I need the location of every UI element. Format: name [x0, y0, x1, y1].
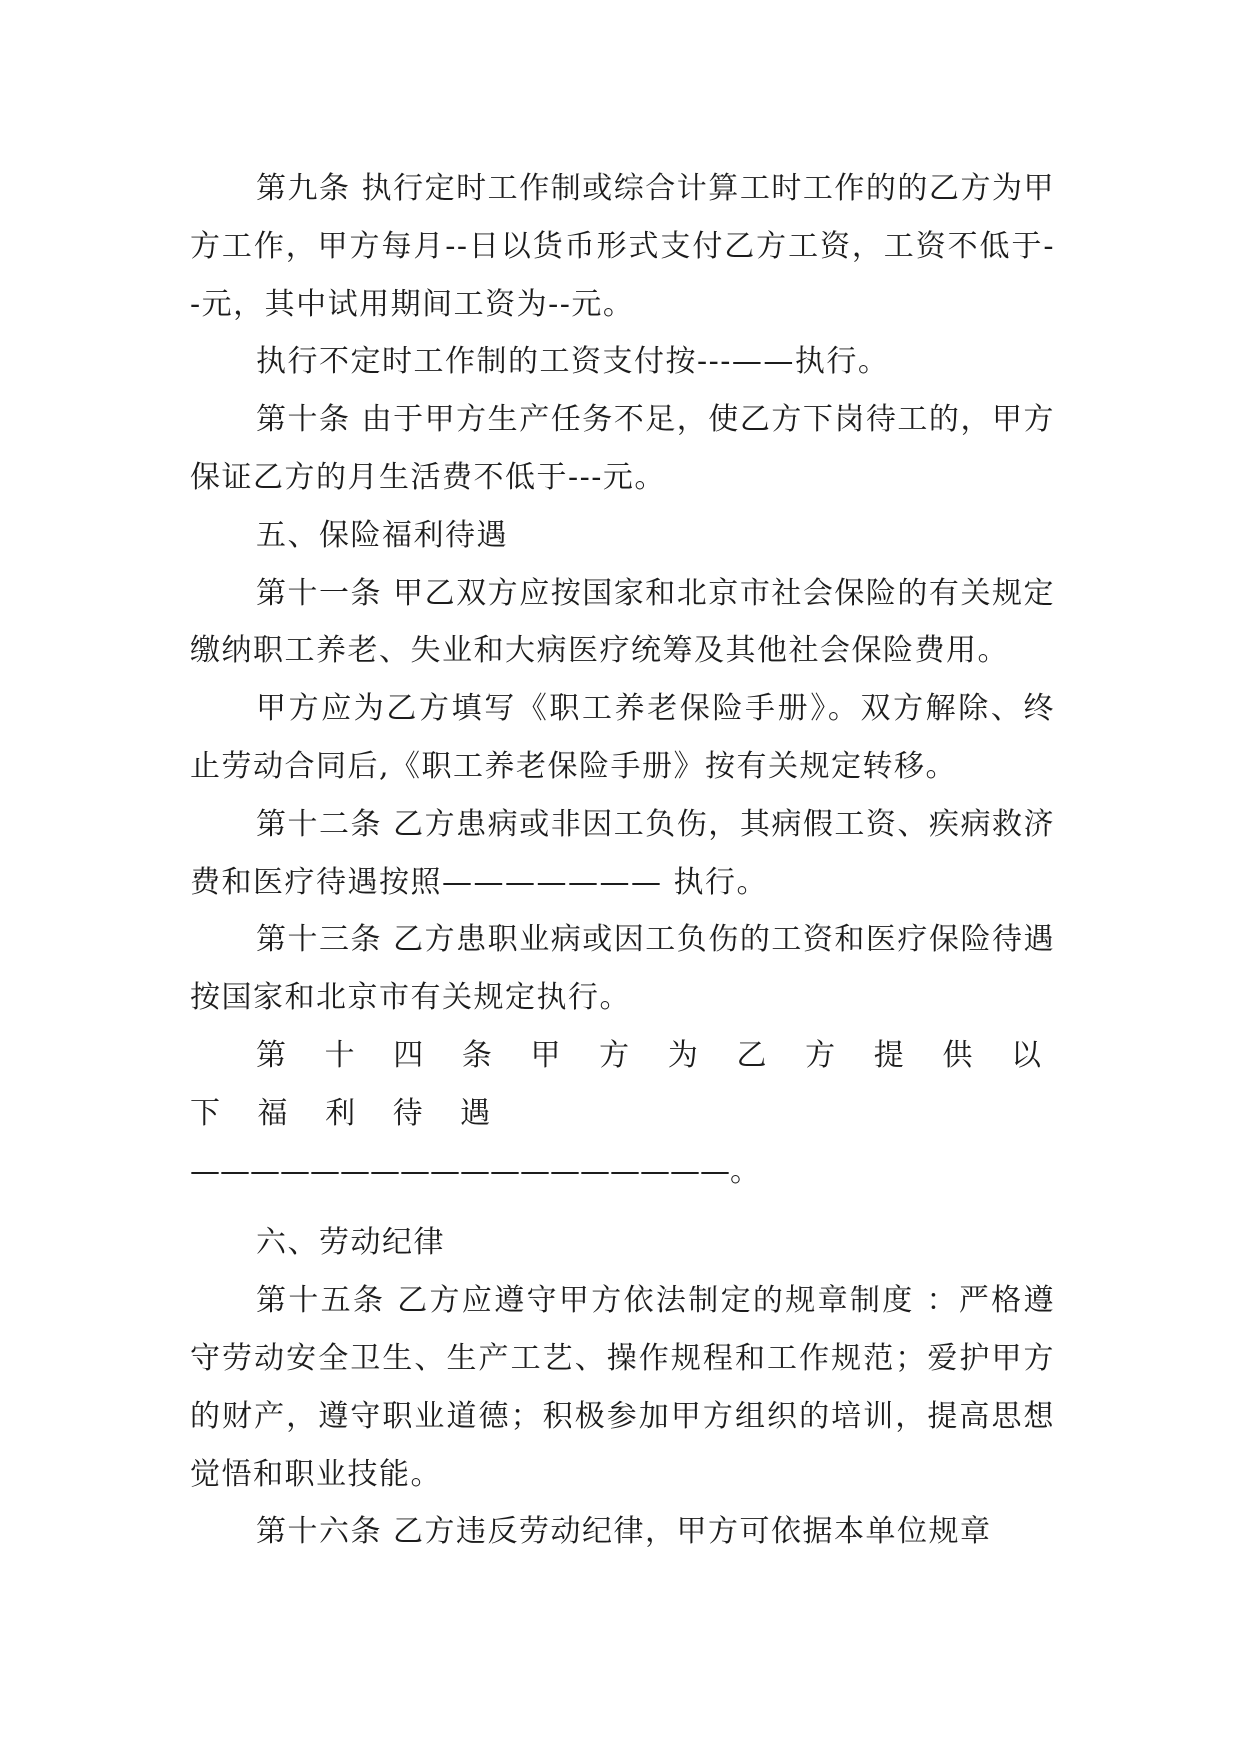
article-12-sick-leave: 第十二条 乙方患病或非因工负伤，其病假工资、疾病救济费和医疗待遇按照——————— 执行。 [190, 806, 1055, 900]
article-11-social-insurance: 第十一条 甲乙双方应按国家和北京市社会保险的有关规定缴纳职工养老、失业和大病医疗统筹及其他社会保险费用。 [190, 575, 1055, 669]
section-5-heading: 五、保险福利待遇 [256, 517, 508, 553]
article-9-wage-payment: 第九条 执行定时工作制或综合计算工时工作的的乙方为甲方工作，甲方每月--日以货币形式支付乙方工资，工资不低于--元，其中试用期间工资为--元。 [190, 171, 1055, 322]
document-body [190, 160, 1055, 1561]
article-11-pension-handbook: 甲方应为乙方填写《职工养老保险手册》。双方解除、终止劳动合同后,《职工养老保险手册》按有关规定转移。 [190, 691, 1055, 784]
section-6-heading: 六、劳动纪律 [256, 1225, 445, 1261]
article-13-occupational-injury: 第十三条 乙方患职业病或因工负伤的工资和医疗保险待遇按国家和北京市有关规定执行。 [190, 922, 1055, 1016]
article-14-welfare: 第 十 四 条 甲 方 为 乙 方 提 供 以 下 福 利 待 遇 [190, 1037, 1055, 1131]
article-16-discipline-violation: 第十六条 乙方违反劳动纪律，甲方可依据本单位规章 [256, 1514, 992, 1550]
article-14-blank-line: ——————————————————。 [190, 1153, 760, 1189]
article-10-layoff-allowance: 第十条 由于甲方生产任务不足，使乙方下岗待工的，甲方保证乙方的月生活费不低于---元。 [190, 402, 1055, 495]
article-9-flexible-hours-wage: 执行不定时工作制的工资支付按---——执行。 [256, 344, 890, 380]
article-15-rules-compliance: 第十五条 乙方应遵守甲方依法制定的规章制度 ：严格遵守劳动安全卫生、生产工艺、操作规程和工作规范；爱护甲方的财产，遵守职业道德；积极参加甲方组织的培训，提高思想觉悟和职业技能。 [190, 1283, 1055, 1492]
